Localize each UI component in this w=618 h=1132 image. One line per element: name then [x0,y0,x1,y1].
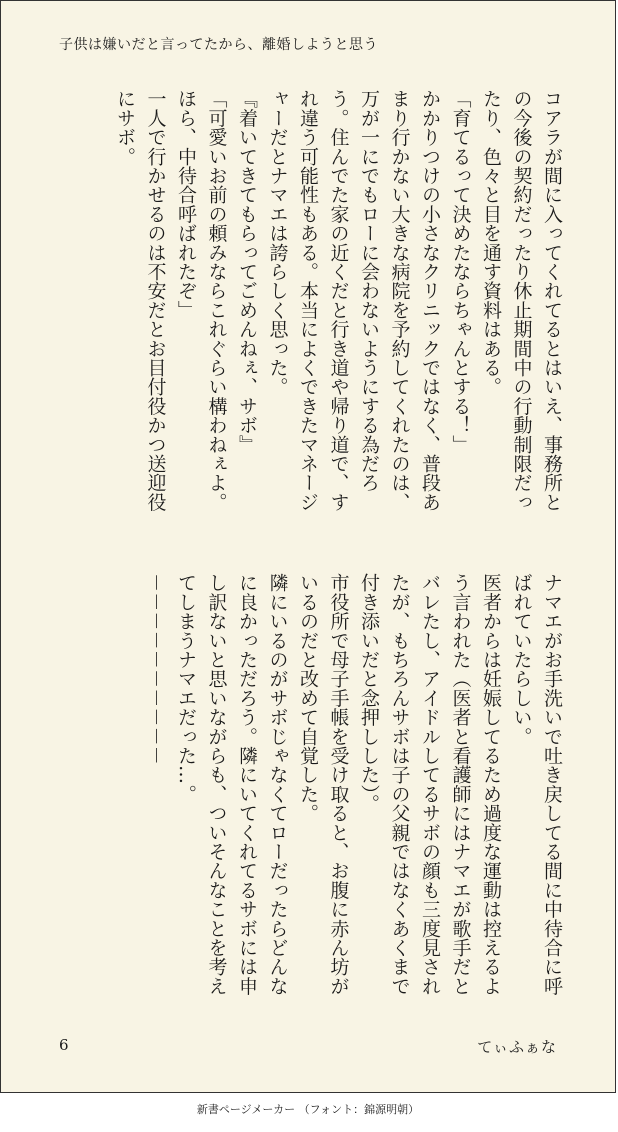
author-name: てぃふぁな [477,1038,557,1056]
running-title: 子供は嫌いだと言ってたから、離婚しようと思う [59,37,378,53]
paragraph: 一人で行かせるのは不安だとお目付役かつ送迎役にサボ。 [114,89,167,512]
upper-text-block [47,89,567,529]
paragraph: 「育てるって決めたならちゃんとする！」 [449,89,472,454]
paragraph: 医者からは妊娠してるため過度な運動は控えるよう言われた（医者と看護師にはナマエが歌手だとバレたし、アイドルしてるサボの顔も三度見されたが、もちろんサボは子の父親ではなくあくまで付き添いだと念押しした）。 [358,573,502,996]
paragraph: 隣にいるのがサボじゃなくてローだったらどんなに良かっただろう。隣にいてくれてるサボには申し訳ないと思いながらも、ついそんなことを考えてしまうナマエだった…。 [175,573,289,996]
paragraph: 「可愛いお前の頼みならこれぐらい構わねぇよ。ほら、中待合呼ばれたぞ」 [175,89,228,512]
paragraph: ナマエがお手洗いで吐き戻してる間に中待合に呼ばれていたらしい。 [510,573,563,996]
paragraph: 『着いてきてもらってごめんねぇ、サボ』 [236,89,258,454]
lower-text-block [47,573,567,1013]
paragraph: 市役所で母子手帳を受け取ると、お腹に赤ん坊がいるのだと改めて自覚した。 [297,573,350,996]
page-number: 6 [59,1036,69,1054]
generator-credit: 新書ページメーカー （フォント：錦源明朝） [196,1103,420,1116]
paragraph: コアラが間に入ってくれてるとはいえ、事務所との今後の契約だったり休止期間中の行動制限だったり、色々と目を通す資料はある。 [480,89,563,512]
paragraph: かかりつけの小さなクリニックではなく、普段あまり行かない大きな病院を予約してくれたのは、万が一にでもローに会わないようにする為だろう。住んでた家の近くだと行き道や帰り道で、すれ違う可能性もある。本当によくできたマネージャーだとナマエは誇らしく思った。 [266,89,441,512]
scene-break: －－－－－－－－－－ [144,573,167,766]
